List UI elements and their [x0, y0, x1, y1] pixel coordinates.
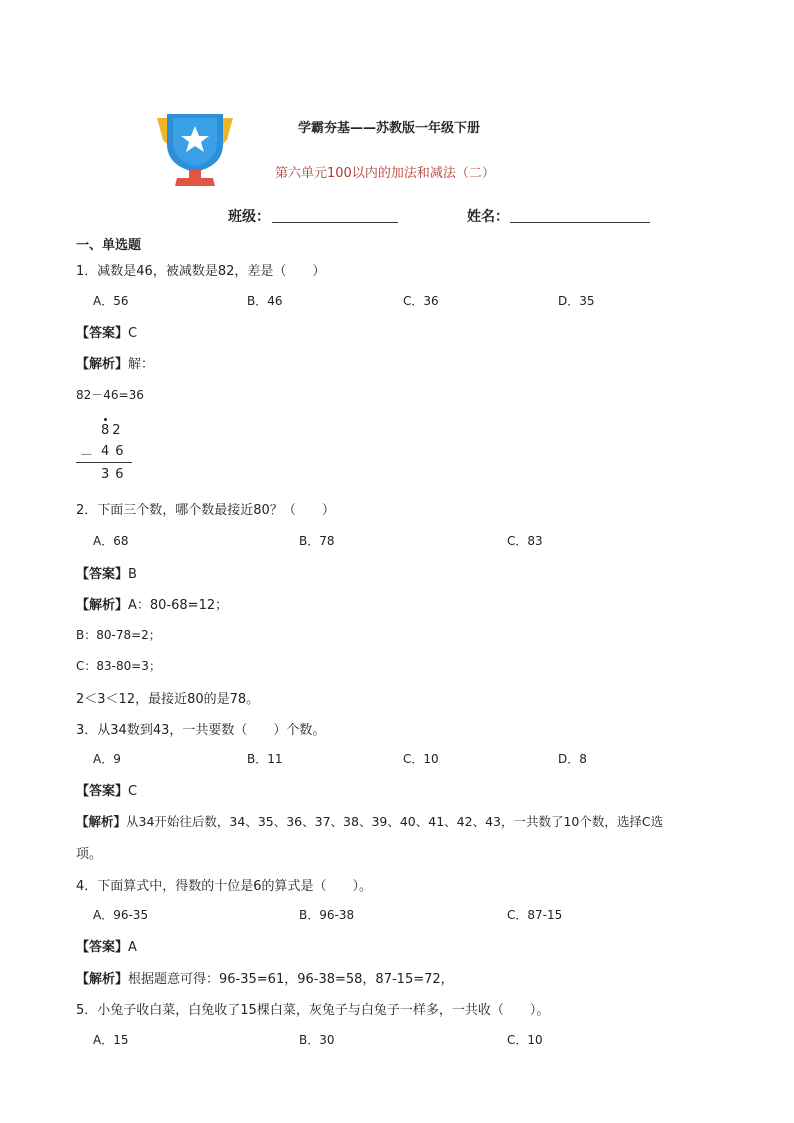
q4-option-c[interactable]: C．87-15 [507, 908, 563, 922]
calc-top: 82 [101, 423, 124, 438]
name-field[interactable] [510, 222, 650, 223]
class-label: 班级： [228, 209, 270, 225]
question-1-stem: 1．减数是46，被减数是82，差是（ ） [76, 264, 326, 279]
q3-option-c[interactable]: C．10 [403, 752, 439, 766]
q3-analysis: 【解析】从34开始往后数，34、35、36、37、38、39、40、41、42、43，一共数了10个数，选择C选 [76, 814, 664, 829]
q4-analysis: 【解析】根据题意可得：96-35=61，96-38=58，87-15=72， [76, 972, 454, 987]
q2-analysis-line-b: B：80-78=2； [76, 628, 161, 642]
q4-option-b[interactable]: B．96-38 [299, 908, 355, 922]
q1-analysis: 【解析】解： [76, 357, 155, 372]
q1-option-b[interactable]: B．46 [247, 294, 283, 308]
question-5-stem: 5．小兔子收白菜，白兔收了15棵白菜，灰兔子与白兔子一样多，一共收（ ）。 [76, 1003, 550, 1018]
question-4-stem: 4．下面算式中，得数的十位是6的算式是（ ）。 [76, 879, 373, 894]
class-field[interactable] [272, 222, 398, 223]
name-label: 姓名： [467, 209, 509, 225]
q5-option-b[interactable]: B．30 [299, 1033, 335, 1047]
q1-option-a[interactable]: A．56 [93, 294, 129, 308]
q3-answer: 【答案】C [76, 784, 138, 799]
calc-rule [76, 462, 132, 463]
question-2-stem: 2．下面三个数，哪个数最接近80？（ ） [76, 503, 335, 518]
q3-option-b[interactable]: B．11 [247, 752, 283, 766]
q5-option-a[interactable]: A．15 [93, 1033, 129, 1047]
calc-result: 36 [101, 467, 130, 482]
calc-bottom: 46 [101, 444, 130, 459]
q1-option-c[interactable]: C．36 [403, 294, 439, 308]
q4-option-a[interactable]: A．96-35 [93, 908, 149, 922]
q2-analysis: 【解析】A：80-68=12； [76, 598, 229, 613]
q5-option-c[interactable]: C．10 [507, 1033, 543, 1047]
q4-answer: 【答案】A [76, 940, 137, 955]
q2-answer: 【答案】B [76, 567, 137, 582]
q1-answer: 【答案】C [76, 326, 138, 341]
document-title: 学霸夯基——苏教版一年级下册 [298, 121, 481, 136]
trophy-logo-icon [155, 110, 235, 188]
q2-option-a[interactable]: A．68 [93, 534, 129, 548]
q3-analysis-continuation: 项。 [76, 847, 103, 862]
q2-option-c[interactable]: C．83 [507, 534, 543, 548]
calc-operator: － [80, 448, 94, 463]
q2-analysis-conclusion: 2＜3＜12，最接近80的是78。 [76, 692, 260, 707]
section-heading: 一、单选题 [76, 238, 142, 253]
question-3-stem: 3．从34数到43，一共要数（ ）个数。 [76, 723, 326, 738]
q2-analysis-line-c: C：83-80=3； [76, 659, 161, 673]
q3-option-d[interactable]: D．8 [558, 752, 587, 766]
carry-dot [104, 418, 107, 421]
document-subtitle: 第六单元100以内的加法和减法（二） [275, 166, 495, 181]
q2-option-b[interactable]: B．78 [299, 534, 335, 548]
q3-option-a[interactable]: A．9 [93, 752, 121, 766]
q1-analysis-equation: 82－46=36 [76, 388, 144, 402]
q1-option-d[interactable]: D．35 [558, 294, 595, 308]
